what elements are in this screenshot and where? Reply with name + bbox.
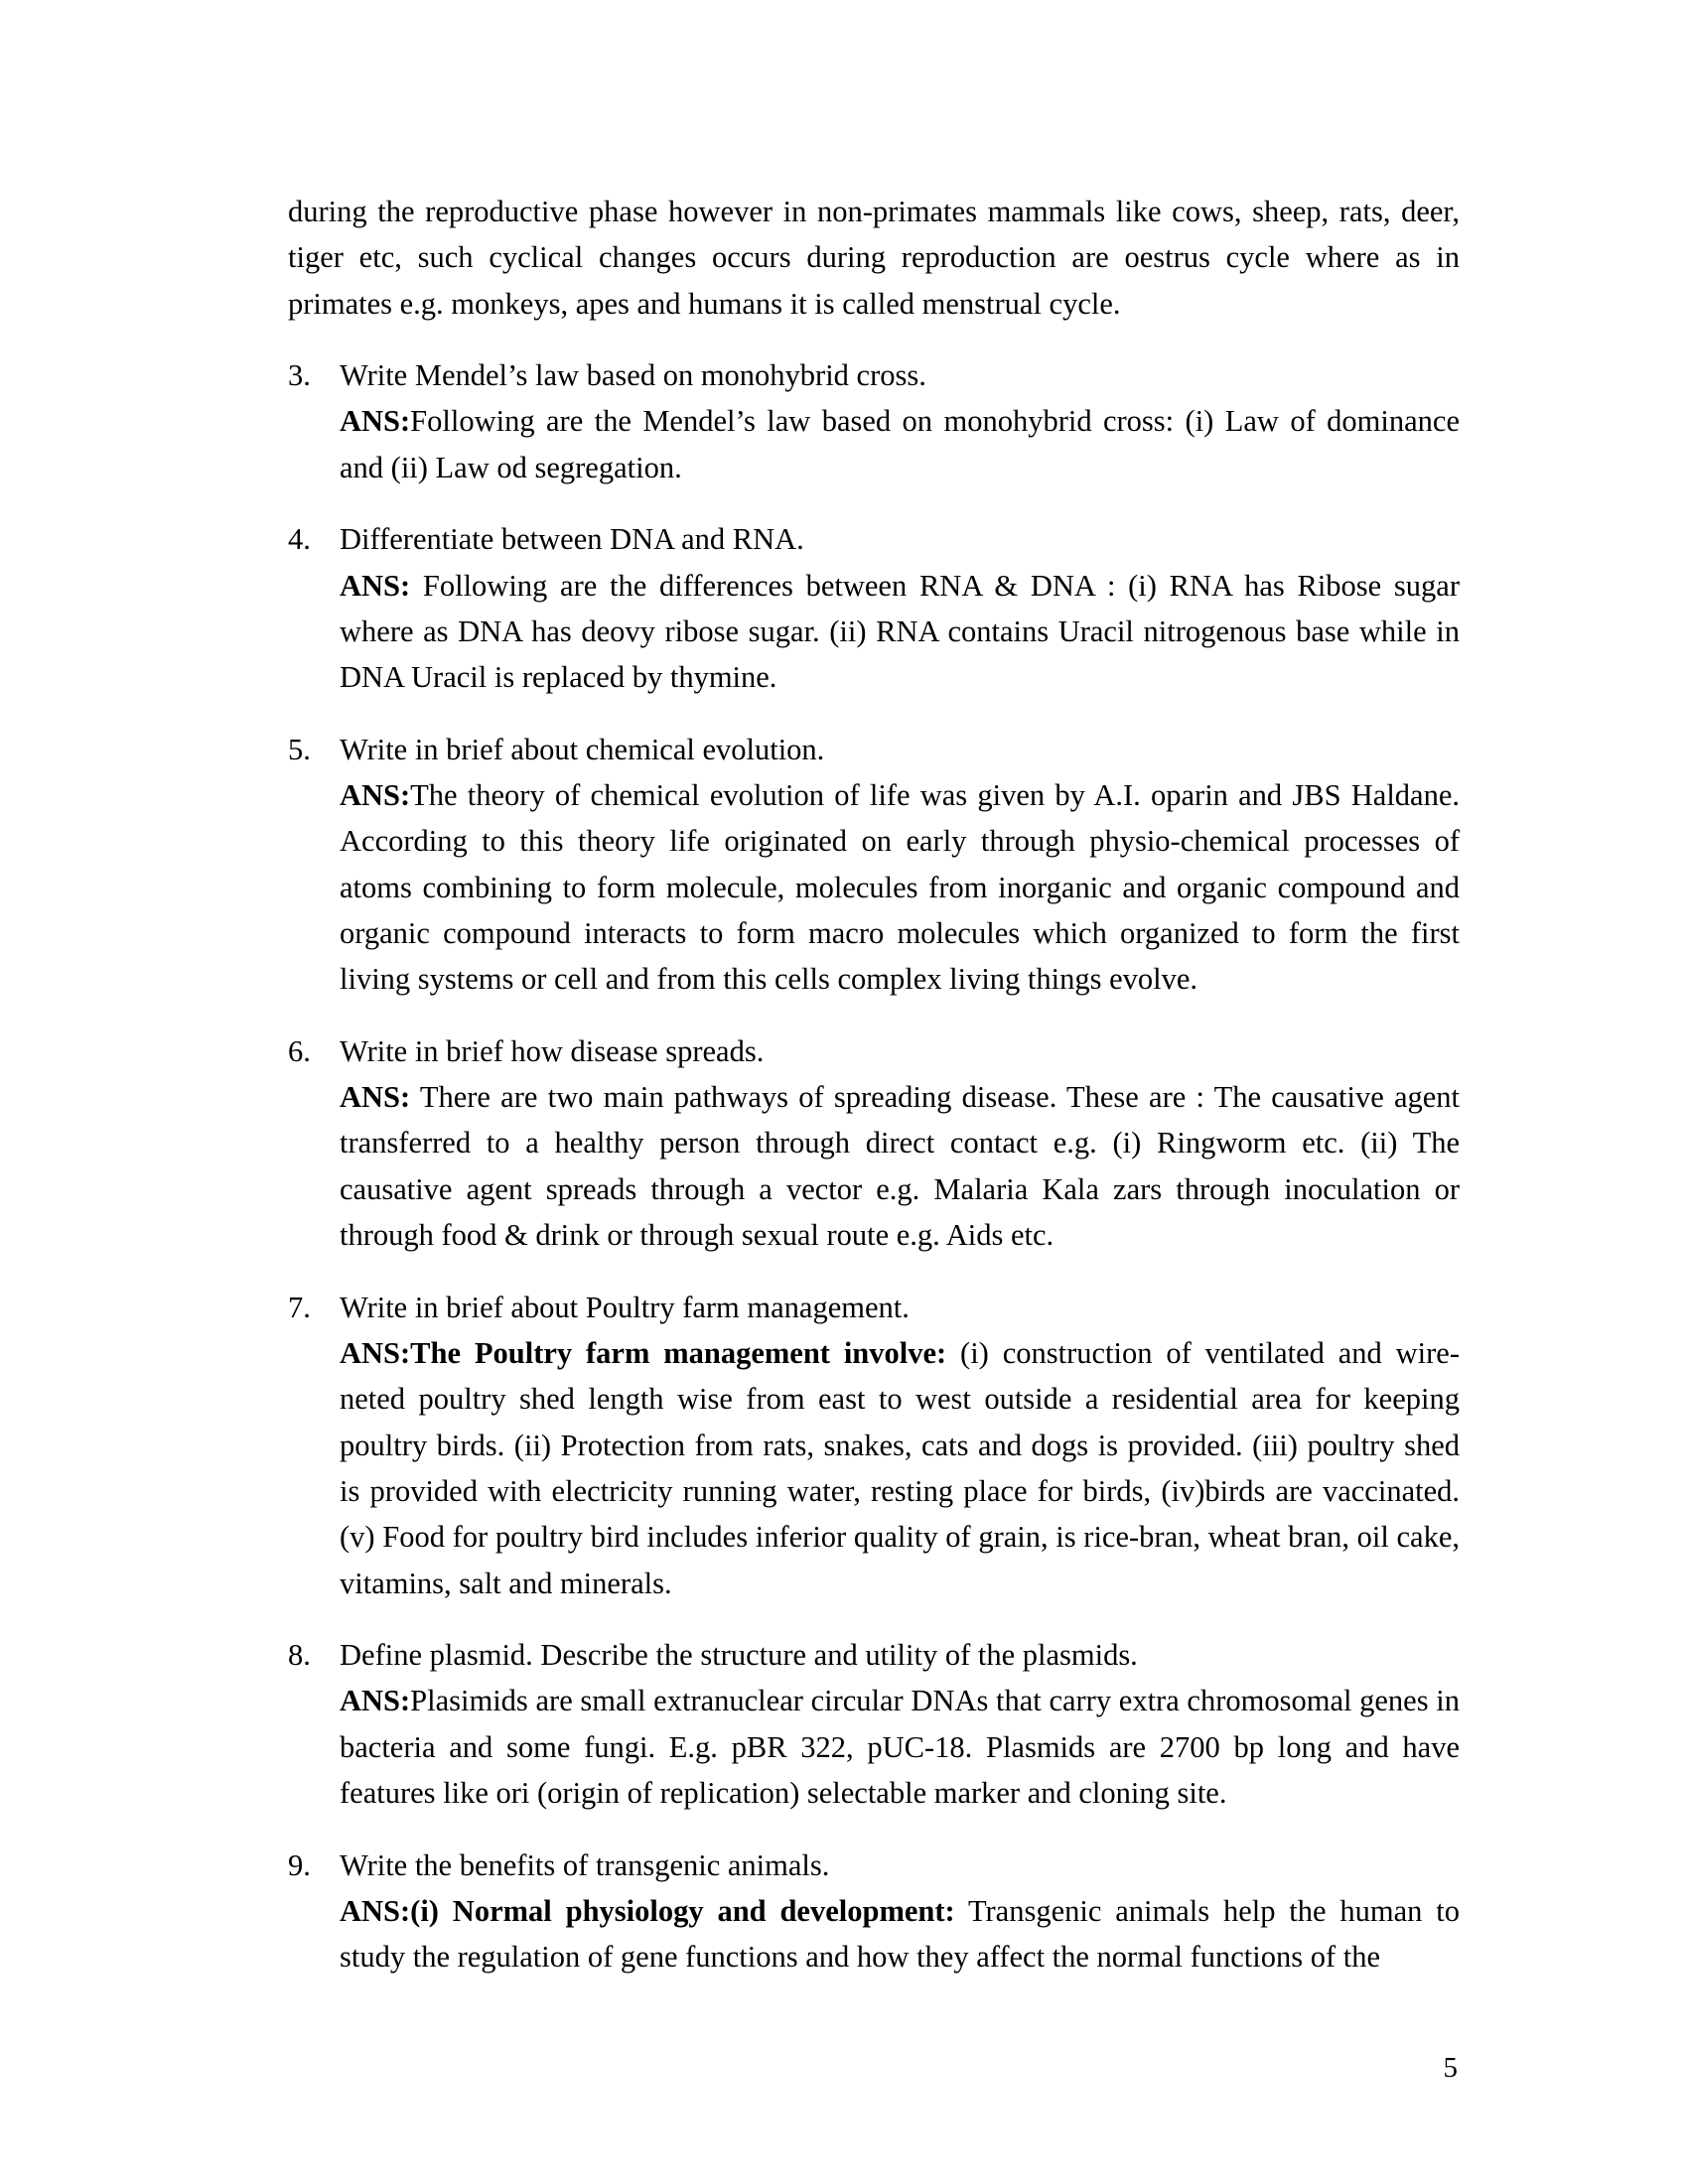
qa-number: 7. xyxy=(288,1290,311,1324)
qa-item-3 xyxy=(288,352,1460,490)
answer-text: There are two main pathways of spreading disease. These are : The causative agent transferred to a healthy person through direct contact e.g. (i) Ringworm etc. (ii) The causative agent spreads through a vector e.g. Malaria Kala zars through inoculation or through food & drink or through sexual route e.g. Aids etc. xyxy=(340,1080,1460,1253)
answer-label: ANS: xyxy=(340,1080,411,1115)
qa-item-7 xyxy=(288,1285,1460,1607)
answer-text: (i) construction of ventilated and wire-neted poultry shed length wise from east to west outside a residential area for keeping poultry birds. (ii) Protection from rats, snakes, cats and dogs is provided. (iii) poultry shed is provided with electricity running water, resting place for birds, (iv)birds are vaccinated. (v) Food for poultry bird includes inferior quality of grain, is rice-bran, wheat bran, oil cake, vitamins, salt and minerals. xyxy=(340,1335,1460,1600)
question-text: Write in brief about Poultry farm management. xyxy=(340,1290,910,1324)
answer-block xyxy=(340,1888,1460,1980)
question-text: Write in brief about chemical evolution. xyxy=(340,732,825,766)
question-text: Differentiate between DNA and RNA. xyxy=(340,522,804,557)
answer-bold-lead: The Poultry farm management involve: xyxy=(410,1335,947,1370)
answer-block xyxy=(340,563,1460,701)
qa-number: 3. xyxy=(288,358,311,393)
answer-text: Following are the differences between RNA & DNA : (i) RNA has Ribose sugar where as DNA has deovy ribose sugar. (ii) RNA contains Uracil nitrogenous base while in DNA Uracil is replaced by thymine. xyxy=(340,568,1460,695)
question-text: Write the benefits of transgenic animals. xyxy=(340,1847,830,1882)
answer-label: ANS: xyxy=(340,777,411,812)
answer-text: Plasimids are small extranuclear circular DNAs that carry extra chromosomal genes in bacteria and some fungi. E.g. pBR 322, pUC-18. Plasmids are 2700 bp long and have features like ori (origin of replication) selectable marker and cloning site. xyxy=(340,1684,1460,1811)
qa-number: 6. xyxy=(288,1033,311,1068)
intro-paragraph: during the reproductive phase however in non-primates mammals like cows, sheep, rats, deer, tiger etc, such cyclical changes occurs during reproduction are oestrus cycle where as in primates e.g. monkeys, apes and humans it is called menstrual cycle. xyxy=(288,195,1460,321)
answer-block xyxy=(340,1678,1460,1816)
qa-number: 5. xyxy=(288,732,311,766)
qa-item-6 xyxy=(288,1028,1460,1259)
qa-item-4 xyxy=(288,516,1460,700)
question-text: Write Mendel’s law based on monohybrid cross. xyxy=(340,358,926,393)
qa-item-8 xyxy=(288,1632,1460,1816)
answer-label: ANS: xyxy=(340,1335,411,1370)
answer-label: ANS: xyxy=(340,404,411,439)
qa-number: 9. xyxy=(288,1847,311,1882)
answer-text: Following are the Mendel’s law based on monohybrid cross: (i) Law of dominance and (ii) Law od segregation. xyxy=(340,404,1460,484)
qa-body xyxy=(340,1632,1460,1816)
qa-item-9 xyxy=(288,1843,1460,1980)
qa-body xyxy=(340,1285,1460,1607)
answer-bold-lead: (i) Normal physiology and development: xyxy=(410,1893,955,1928)
answer-block xyxy=(340,1074,1460,1258)
question-text: Write in brief how disease spreads. xyxy=(340,1033,765,1068)
answer-text: Transgenic animals help the human to study the regulation of gene functions and how they affect the normal functions of the xyxy=(340,1893,1461,1975)
qa-body xyxy=(340,352,1460,490)
answer-label: ANS: xyxy=(340,1684,411,1718)
qa-body xyxy=(340,727,1460,1003)
qa-number: 8. xyxy=(288,1638,311,1673)
qa-item-5 xyxy=(288,727,1460,1003)
qa-number: 4. xyxy=(288,522,311,557)
qa-body xyxy=(340,516,1460,700)
page-content xyxy=(288,189,1460,1980)
answer-text: The theory of chemical evolution of life was given by A.I. oparin and JBS Haldane. According to this theory life originated on early through physio-chemical processes of atoms combining to form molecule, molecules from inorganic and organic compound and organic compound interacts to form macro molecules which organized to form the first living systems or cell and from this cells complex living things evolve. xyxy=(340,777,1460,997)
answer-label: ANS: xyxy=(340,568,411,603)
question-text: Define plasmid. Describe the structure and utility of the plasmids. xyxy=(340,1638,1138,1673)
page-number: 5 xyxy=(1443,2052,1458,2084)
qa-body xyxy=(340,1843,1460,1980)
answer-block xyxy=(340,772,1460,1003)
answer-label: ANS: xyxy=(340,1893,411,1928)
answer-block xyxy=(340,1330,1460,1606)
qa-body xyxy=(340,1028,1460,1259)
answer-block xyxy=(340,398,1460,490)
